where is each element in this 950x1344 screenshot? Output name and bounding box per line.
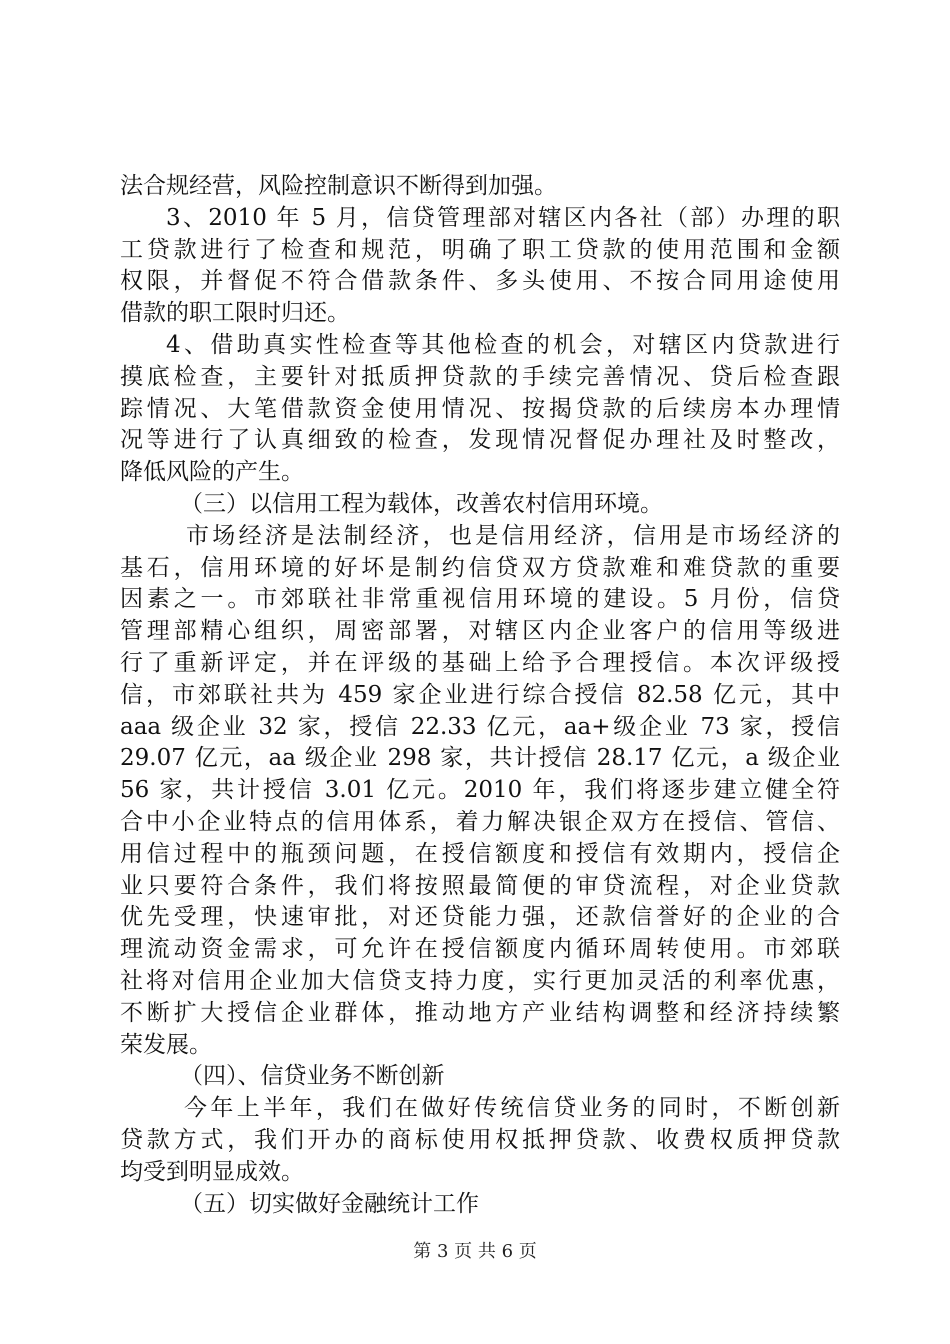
text-line: 行了重新评定，并在评级的基础上给予合理授信。本次评级授 <box>120 649 840 676</box>
text-line: 不断扩大授信企业群体，推动地方产业结构调整和经济持续繁 <box>120 999 840 1026</box>
text-line: 降低风险的产生。 <box>120 459 304 486</box>
text-line: 用信过程中的瓶颈问题，在授信额度和授信有效期内，授信企 <box>120 840 840 867</box>
text-line: 业只要符合条件，我们将按照最简便的审贷流程，对企业贷款 <box>120 872 840 899</box>
text-line: 理流动资金需求，可允许在授信额度内循环周转使用。市郊联 <box>120 936 840 963</box>
text-line: 摸底检查，主要针对抵质押贷款的手续完善情况、贷后检查跟 <box>120 363 840 390</box>
text-line: 贷款方式，我们开办的商标使用权抵押贷款、收费权质押贷款 <box>120 1126 840 1153</box>
text-line: 基石，信用环境的好坏是制约信贷双方贷款难和难贷款的重要 <box>120 554 840 581</box>
text-line: 均受到明显成效。 <box>120 1158 304 1185</box>
text-line: 4、借助真实性检查等其他检查的机会，对辖区内贷款进行 <box>166 331 840 358</box>
text-line: 法合规经营，风险控制意识不断得到加强。 <box>120 173 557 199</box>
text-line: 权限，并督促不符合借款条件、多头使用、不按合同用途使用 <box>120 268 840 295</box>
text-line: 因素之一。市郊联社非常重视信用环境的建设。5 月份，信贷 <box>120 586 840 613</box>
text-line: 荣发展。 <box>120 1031 212 1058</box>
text-line: 信，市郊联社共为 459 家企业进行综合授信 82.58 亿元，其中 <box>120 681 840 708</box>
text-line: 市场经济是法制经济，也是信用经济，信用是市场经济的 <box>186 522 840 549</box>
section-heading: （三）以信用工程为载体，改善农村信用环境。 <box>180 490 663 517</box>
text-line: 借款的职工限时归还。 <box>120 300 350 327</box>
text-line: aaa 级企业 32 家，授信 22.33 亿元，aa+级企业 73 家，授信 <box>120 713 840 740</box>
text-line: 管理部精心组织，周密部署，对辖区内企业客户的信用等级进 <box>120 618 840 645</box>
text-line: 社将对信用企业加大信贷支持力度，实行更加灵活的利率优惠， <box>120 967 840 994</box>
text-line: 合中小企业特点的信用体系，着力解决银企双方在授信、管信、 <box>120 808 840 835</box>
text-line: 况等进行了认真细致的检查，发现情况督促办理社及时整改， <box>120 427 840 454</box>
text-line: 踪情况、大笔借款资金使用情况、按揭贷款的后续房本办理情 <box>120 395 840 422</box>
text-line: 29.07 亿元，aa 级企业 298 家，共计授信 28.17 亿元，a 级企业 <box>120 745 840 772</box>
section-heading: （四）、信贷业务不断创新 <box>180 1063 445 1090</box>
text-line: 今年上半年，我们在做好传统信贷业务的同时，不断创新 <box>184 1095 840 1122</box>
text-line: 3、2010 年 5 月，信贷管理部对辖区内各社（部）办理的职 <box>166 204 840 231</box>
text-line: 56 家，共计授信 3.01 亿元。2010 年，我们将逐步建立健全符 <box>120 777 840 804</box>
text-line: 优先受理，快速审批，对还贷能力强，还款信誉好的企业的合 <box>120 904 840 931</box>
page-number-footer: 第 3 页 共 6 页 <box>413 1241 537 1262</box>
document-body <box>120 171 840 1220</box>
text-line: 工贷款进行了检查和规范，明确了职工贷款的使用范围和金额 <box>120 236 840 263</box>
section-heading: （五）切实做好金融统计工作 <box>180 1190 479 1217</box>
